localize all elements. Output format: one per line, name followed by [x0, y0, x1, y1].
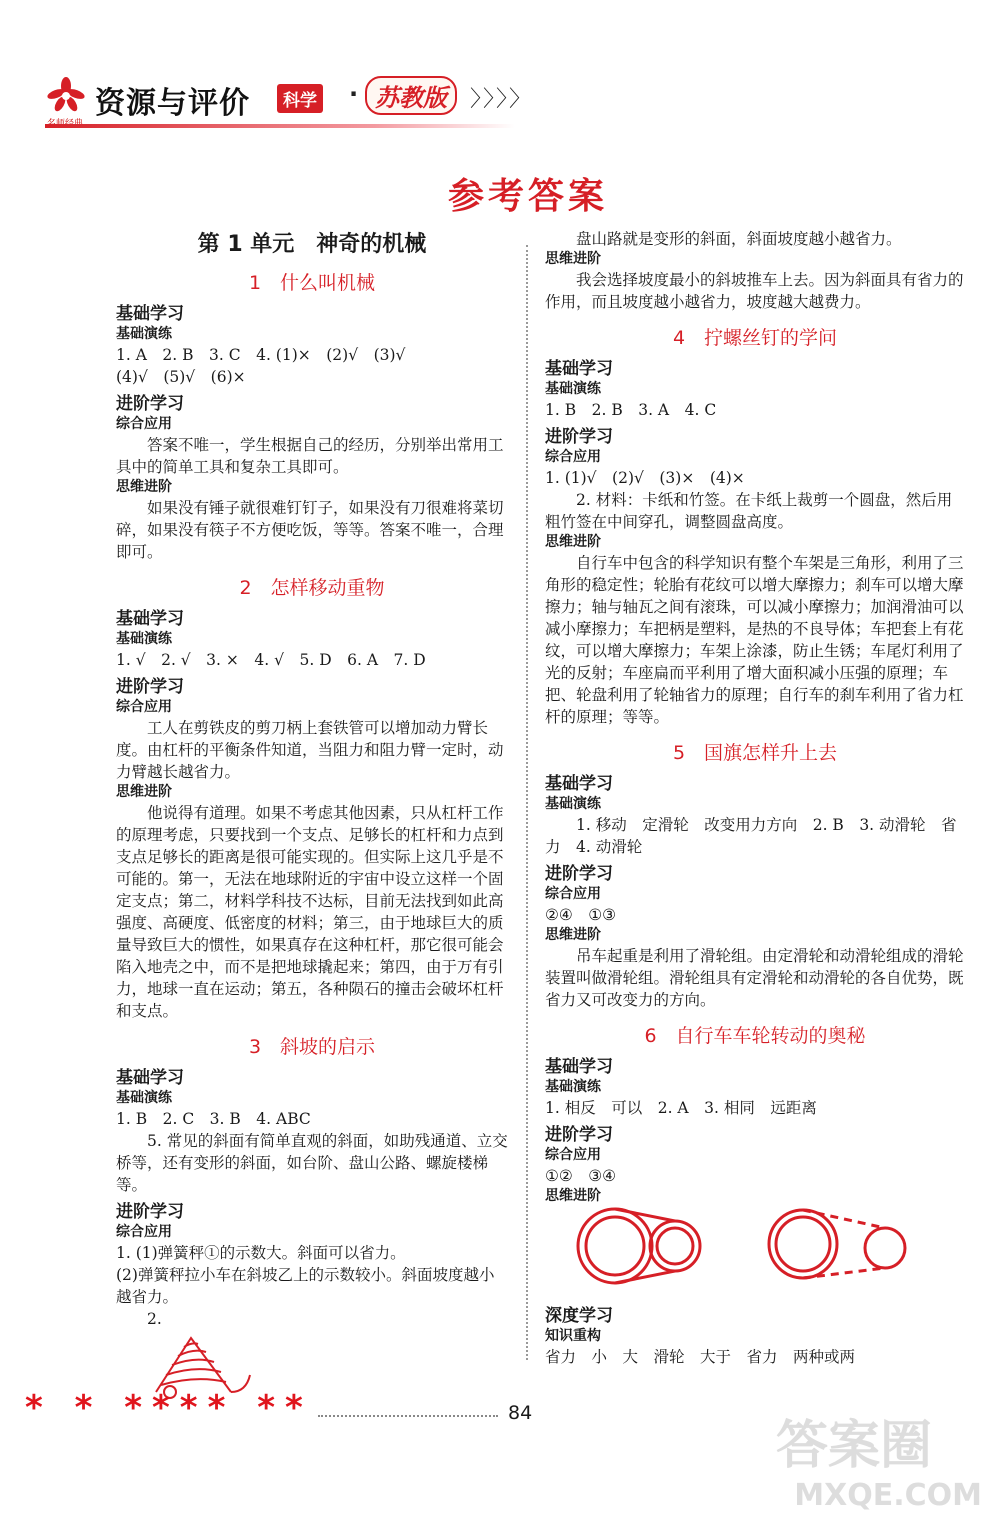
- answer-line: 2.: [147, 1310, 162, 1328]
- section-title-2: 2 怎样移动重物: [239, 577, 385, 599]
- heading-think: 思维进阶: [545, 534, 601, 550]
- heading-rebuild: 知识重构: [545, 1328, 601, 1344]
- watermark-title: 答案圈: [775, 1416, 932, 1476]
- left-column: [116, 230, 508, 1406]
- answer-paragraph: 2. 材料：卡纸和竹签。在卡纸上裁剪一个圆盘，然后用粗竹签在中间穿孔，调整圆盘高度。: [545, 491, 953, 531]
- answer-line: 盘山路就是变形的斜面，斜面坡度越小越省力。: [576, 230, 902, 248]
- heading-think: 思维进阶: [545, 251, 601, 267]
- heading-think: 思维进阶: [116, 479, 172, 495]
- answer-line: (2)弹簧秤拉小车在斜坡乙上的示数较小。斜面坡度越小越省力。: [116, 1266, 495, 1306]
- answer-line: (4)√ (5)√ (6)×: [116, 368, 246, 386]
- heading-basic: 基础学习: [545, 1057, 613, 1077]
- answer-paragraph: 他说得有道理。如果不考虑其他因素，只从杠杆工作的原理考虑，只要找到一个支点、足够长的杠杆和力点到支点足够长的距离是很可能实现的。但实际上这几乎是不可能的。第一，无法在地球附近的宇宙中设立这样一个固定支点；第二，材料学科技不达标，目前无法找到如此高强度、高硬度、低密度的材料；第三，由于地球巨大的质量导致巨大的惯性，如果真存在这种杠杆，那它很可能会陷入地壳之中，而不是把地球撬起来；第四，由于万有引力，地球一直在运动；第五，各种陨石的撞击会破坏杠杆和支点。: [116, 804, 504, 1020]
- heading-apply: 综合应用: [545, 449, 601, 465]
- answer-line: 1. (1)√ (2)√ (3)× (4)×: [545, 469, 745, 487]
- answer-line: 1. B 2. C 3. B 4. ABC: [116, 1110, 311, 1128]
- section-title-6: 6 自行车车轮转动的奥秘: [644, 1025, 866, 1047]
- subject-badge: 科学: [277, 84, 323, 113]
- answer-line: 1. 相反 可以 2. A 3. 相同 远距离: [545, 1099, 817, 1117]
- answer-paragraph: 如果没有锤子就很难钉钉子，如果没有刀很难将菜切碎，如果没有筷子不方便吃饭，等等。答案不唯一，合理即可。: [116, 499, 504, 561]
- edition-badge: 苏教版: [365, 76, 457, 115]
- answer-paragraph: 我会选择坡度最小的斜坡推车上去。因为斜面具有省力的作用，而且坡度越小越省力，坡度越大越费力。: [545, 271, 964, 311]
- heading-apply: 综合应用: [116, 699, 172, 715]
- heading-think: 思维进阶: [116, 784, 172, 800]
- heading-think: 思维进阶: [545, 927, 601, 943]
- decorative-stars-icon: * * **** **: [25, 1388, 313, 1428]
- answer-paragraph: 5. 常见的斜面有简单直观的斜面，如助残通道、立交桥等，还有变形的斜面，如台阶、盘山公路、螺旋楼梯等。: [116, 1132, 508, 1194]
- answer-line: ②④ ①③: [545, 906, 617, 924]
- answer-line: 1. √ 2. √ 3. × 4. √ 5. D 6. A 7. D: [116, 651, 426, 669]
- page-title: 参考答案: [448, 176, 609, 217]
- heading-deep: 深度学习: [545, 1306, 613, 1326]
- column-divider: [526, 245, 528, 1360]
- watermark-url: MXQE.COM: [794, 1478, 982, 1513]
- heading-advanced: 进阶学习: [116, 677, 184, 697]
- page-number: 84: [508, 1402, 533, 1424]
- brand-title: 资源与评价: [95, 86, 250, 121]
- heading-drill: 基础演练: [116, 1090, 172, 1106]
- answer-paragraph: 工人在剪铁皮的剪刀柄上套铁管可以增加动力臂长度。由杠杆的平衡条件知道，当阻力和阻力臂一定时，动力臂越长越省力。: [116, 719, 504, 781]
- heading-drill: 基础演练: [545, 1079, 601, 1095]
- watermark: [772, 1403, 982, 1513]
- section-title-4: 4 拧螺丝钉的学问: [672, 327, 838, 349]
- right-column: [545, 228, 965, 1368]
- answer-paragraph: 答案不唯一，学生根据自己的经历，分别举出常用工具中的简单工具和复杂工具即可。: [116, 436, 504, 476]
- heading-drill: 基础演练: [545, 796, 601, 812]
- heading-basic: 基础学习: [545, 359, 613, 379]
- answer-paragraph: 1. 移动 定滑轮 改变用力方向 2. B 3. 动滑轮 省力 4. 动滑轮: [545, 816, 957, 856]
- heading-apply: 综合应用: [545, 886, 601, 902]
- footer-dots: [318, 1415, 498, 1417]
- heading-advanced: 进阶学习: [116, 394, 184, 414]
- answer-line: 省力 小 大 滑轮 大于 省力 两种或两: [545, 1348, 856, 1366]
- heading-advanced: 进阶学习: [116, 1202, 184, 1222]
- pulley-drawings: [545, 1206, 965, 1300]
- heading-apply: 综合应用: [116, 1224, 172, 1240]
- answer-line: 1. B 2. B 3. A 4. C: [545, 401, 717, 419]
- chevrons-icon: 〉〉〉〉: [470, 87, 534, 112]
- heading-drill: 基础演练: [545, 381, 601, 397]
- heading-think: 思维进阶: [545, 1188, 601, 1204]
- heading-advanced: 进阶学习: [545, 427, 613, 447]
- heading-advanced: 进阶学习: [545, 864, 613, 884]
- unit-title: 第 1 单元 神奇的机械: [197, 232, 427, 257]
- heading-basic: 基础学习: [116, 1068, 184, 1088]
- heading-apply: 综合应用: [116, 416, 172, 432]
- answer-paragraph: 自行车中包含的科学知识有整个车架是三角形，利用了三角形的稳定性；轮胎有花纹可以增大摩擦力；刹车可以增大摩擦力；轴与轴瓦之间有滚珠，可以减小摩擦力；加润滑油可以减小摩擦力；车把柄是塑料，是热的不良导体；车把套上有花纹，可以增大摩擦力；车架上涂漆，防止生锈；车尾灯利用了光的反射；车座扁而平利用了增大面积减小压强的原理；车把、轮盘利用了轮轴省力的原理；自行车的刹车利用了省力杠杆的原理；等等。: [545, 554, 964, 726]
- heading-basic: 基础学习: [545, 774, 613, 794]
- heading-drill: 基础演练: [116, 631, 172, 647]
- answer-line: 1. (1)弹簧秤①的示数大。斜面可以省力。: [116, 1244, 406, 1262]
- heading-drill: 基础演练: [116, 326, 172, 342]
- section-title-3: 3 斜坡的启示: [248, 1036, 376, 1058]
- header-dot: ·: [349, 80, 359, 108]
- answer-paragraph: 吊车起重是利用了滑轮组。由定滑轮和动滑轮组成的滑轮装置叫做滑轮组。滑轮组具有定滑轮和动滑轮的各自优势，既省力又可改变力的方向。: [545, 947, 964, 1009]
- section-title-1: 1 什么叫机械: [248, 272, 376, 294]
- heading-advanced: 进阶学习: [545, 1125, 613, 1145]
- answer-line: ①② ③④: [545, 1167, 617, 1185]
- pulley-diagram: [545, 1206, 965, 1300]
- header: [45, 70, 545, 130]
- heading-apply: 综合应用: [545, 1147, 601, 1163]
- header-rule: [45, 124, 515, 128]
- heading-basic: 基础学习: [116, 609, 184, 629]
- section-title-5: 5 国旗怎样升上去: [672, 742, 838, 764]
- answer-line: 1. A 2. B 3. C 4. (1)× (2)√ (3)√: [116, 346, 406, 364]
- heading-basic: 基础学习: [116, 304, 184, 324]
